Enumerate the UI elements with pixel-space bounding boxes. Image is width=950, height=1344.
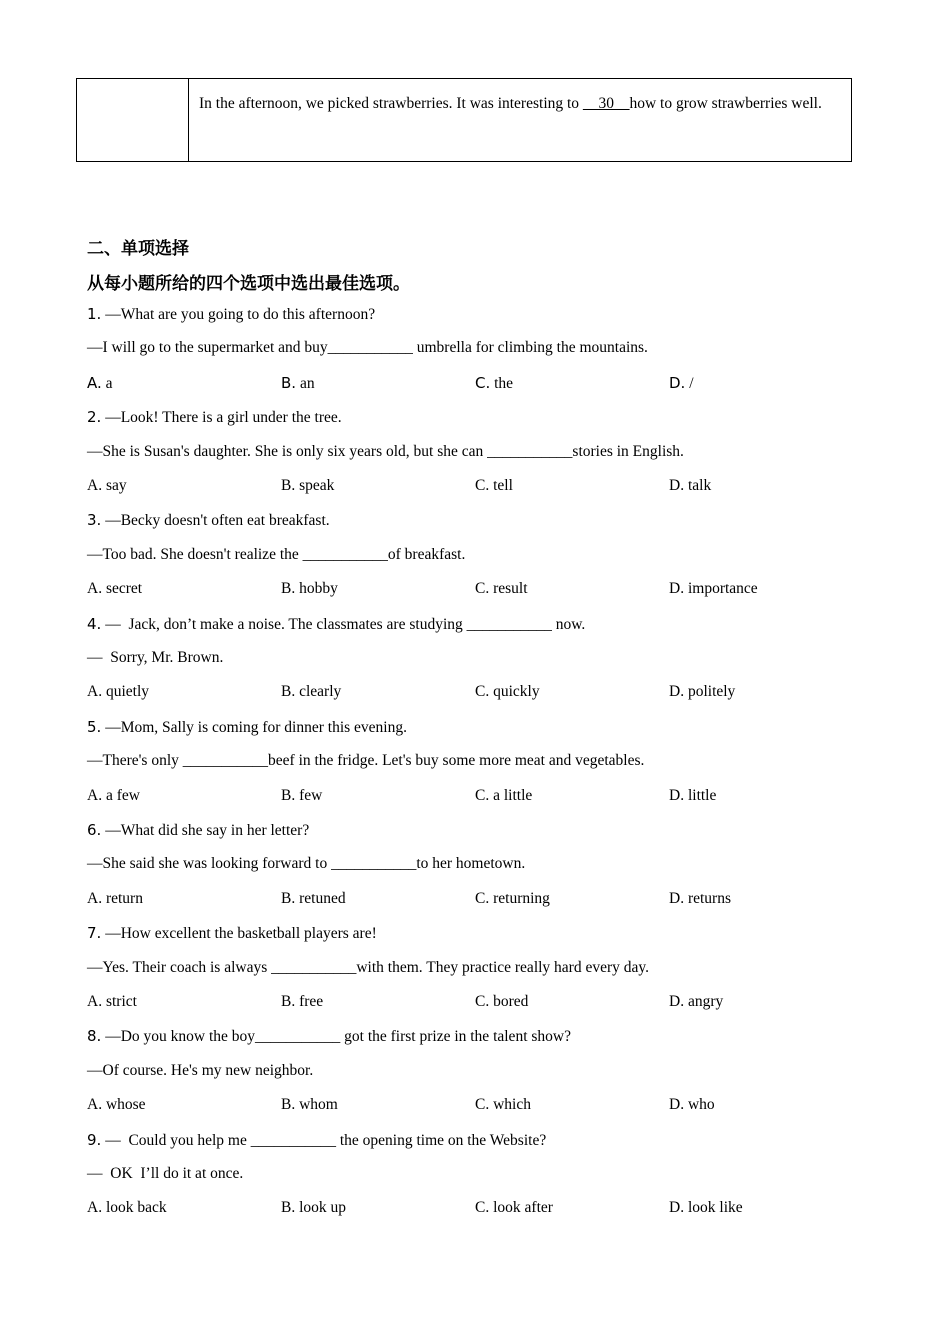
question-text: —What are you going to do this afternoon? [101,306,376,323]
option-text: clearly [295,683,342,701]
question-line [87,408,342,427]
option-text: retuned [295,889,346,907]
question-number: 4. [87,614,102,633]
question-line [87,718,407,737]
option-label: A. [87,477,103,494]
answer-line: —Too bad. She doesn't realize the ___________of breakfast. [87,545,466,563]
question-number: 9. [87,1130,102,1149]
question-text: —What did she say in her letter? [101,822,310,839]
option-label: C. [475,1096,490,1114]
option-label: B. [281,786,296,804]
option-d[interactable] [669,993,723,1011]
option-a[interactable] [87,580,142,598]
option-label: A. [87,373,102,392]
option-d[interactable] [669,1199,743,1217]
option-d[interactable] [669,787,716,805]
answer-line: — OK I’ll do it at once. [87,1165,244,1182]
question-number: 7. [87,924,102,943]
option-c[interactable] [475,1199,553,1217]
question-line [87,615,585,634]
answer-line: —Yes. Their coach is always ___________with them. They practice really hard every day. [87,958,650,976]
answer-line: —I will go to the supermarket and buy___________ umbrella for climbing the mountains. [87,339,648,357]
option-label: C. [475,993,490,1010]
option-text: the [490,374,514,392]
option-label: C. [475,1199,490,1217]
answer-line: —She said she was looking forward to ___________to her hometown. [87,855,526,873]
question-number: 2. [87,408,102,427]
question-line [87,511,330,530]
blank-30: __30__ [582,95,630,112]
option-text: whom [295,1096,338,1114]
question-line [87,1131,546,1150]
option-b[interactable] [281,890,346,908]
question-number: 1. [87,305,102,323]
answer-line: — Sorry, Mr. Brown. [87,649,224,666]
option-label: C. [475,580,490,598]
option-text: look back [102,1199,167,1217]
option-a[interactable] [87,890,143,908]
option-label: D. [669,1199,685,1217]
option-text: few [295,786,323,804]
option-text: returns [684,889,731,907]
option-text: whose [102,1096,146,1114]
option-a[interactable] [87,787,140,805]
option-text: who [684,1096,715,1114]
table-cell-text [189,79,851,161]
option-label: B. [281,477,296,494]
option-d[interactable] [669,374,694,393]
option-c[interactable] [475,787,532,805]
option-label: A. [87,786,103,804]
option-text: look after [489,1199,553,1217]
question-line [87,924,377,943]
option-label: A. [87,889,103,907]
option-d[interactable] [669,683,735,701]
option-text: a little [489,786,533,804]
question-text: —Mom, Sally is coming for dinner this evening. [101,718,407,736]
option-text: speak [295,477,335,494]
option-a[interactable] [87,993,137,1011]
option-b[interactable] [281,580,338,598]
option-d[interactable] [669,890,731,908]
option-d[interactable] [669,580,758,598]
table-text-after: how to grow strawberries well. [629,95,822,112]
option-label: A. [87,1096,103,1114]
option-label: B. [281,580,296,598]
question-line [87,305,375,324]
answer-line: —She is Susan's daughter. She is only six years old, but she can ___________stories in English. [87,442,684,460]
option-label: C. [475,683,490,701]
option-text: a [101,374,113,392]
option-text: free [295,993,324,1010]
question-number: 6. [87,821,102,839]
answer-line: —Of course. He's my new neighbor. [87,1061,314,1079]
section-instruction: 从每小题所给的四个选项中选出最佳选项。 [87,274,410,294]
option-c[interactable] [475,890,550,908]
question-number: 8. [87,1027,102,1046]
option-b[interactable] [281,1199,346,1217]
option-text: which [489,1096,531,1114]
option-c[interactable] [475,477,513,495]
option-b[interactable] [281,477,334,495]
option-text: bored [489,993,529,1010]
option-text: little [684,786,717,804]
table-text-before: In the afternoon, we picked strawberries. It was interesting to [199,95,583,112]
option-b[interactable] [281,1096,338,1114]
option-label: D. [669,477,685,494]
option-a[interactable] [87,1199,167,1217]
section-title: 二、单项选择 [87,239,189,259]
option-text: secret [102,580,143,598]
option-text: tell [489,477,513,494]
question-text: —Do you know the boy___________ got the first prize in the talent show? [101,1028,571,1046]
option-label: B. [281,993,296,1010]
option-text: hobby [295,580,338,598]
option-d[interactable] [669,477,711,495]
option-c[interactable] [475,1096,531,1114]
option-text: quickly [489,683,540,701]
option-c[interactable] [475,683,540,701]
option-text: strict [102,993,137,1010]
option-a[interactable] [87,374,113,393]
answer-line: —There's only ___________beef in the fridge. Let's buy some more meat and vegetables. [87,752,645,770]
option-text: importance [684,580,758,598]
option-label: B. [281,1199,296,1217]
option-label: C. [475,786,490,804]
option-label: A. [87,993,103,1010]
option-label: C. [475,373,491,392]
table-cell-empty [77,79,189,161]
option-b[interactable] [281,683,341,701]
option-c[interactable] [475,374,513,393]
option-text: return [102,889,143,907]
question-text: — Could you help me ___________ the opening time on the Website? [101,1131,547,1149]
option-label: A. [87,1199,103,1217]
option-b[interactable] [281,993,323,1011]
option-text: politely [684,683,736,701]
option-text: returning [489,889,550,907]
option-c[interactable] [475,580,528,598]
option-text: talk [684,477,712,494]
option-label: B. [281,889,296,907]
option-text: look like [684,1199,743,1217]
question-text: — Jack, don’t make a noise. The classmates are studying ___________ now. [101,615,586,633]
option-b[interactable] [281,787,322,805]
option-label: A. [87,580,103,598]
option-text: / [685,374,694,392]
option-text: a few [102,786,140,804]
option-label: D. [669,683,685,701]
question-number: 5. [87,717,102,736]
option-b[interactable] [281,374,315,393]
question-table-fragment [76,78,852,162]
option-label: A. [87,683,103,701]
question-text: —Look! There is a girl under the tree. [101,409,342,427]
option-label: D. [669,993,685,1010]
question-number: 3. [87,511,102,530]
option-text: result [489,580,528,598]
option-label: D. [669,580,685,598]
option-label: B. [281,683,296,701]
option-text: angry [684,993,724,1010]
option-label: C. [475,889,490,907]
option-label: C. [475,477,490,494]
option-label: D. [669,889,685,907]
option-a[interactable] [87,1096,146,1114]
option-label: D. [669,1096,685,1114]
question-text: —How excellent the basketball players are! [101,925,377,943]
option-label: B. [281,1096,296,1114]
option-text: say [102,477,127,494]
option-a[interactable] [87,477,127,495]
option-a[interactable] [87,683,149,701]
option-text: quietly [102,683,150,701]
option-label: B. [281,373,297,392]
option-text: an [296,374,315,392]
question-line [87,821,309,840]
option-label: D. [669,373,686,392]
option-text: look up [295,1199,347,1217]
option-label: D. [669,786,685,804]
option-d[interactable] [669,1096,715,1114]
option-c[interactable] [475,993,528,1011]
question-text: —Becky doesn't often eat breakfast. [101,512,330,530]
question-line [87,1027,571,1046]
